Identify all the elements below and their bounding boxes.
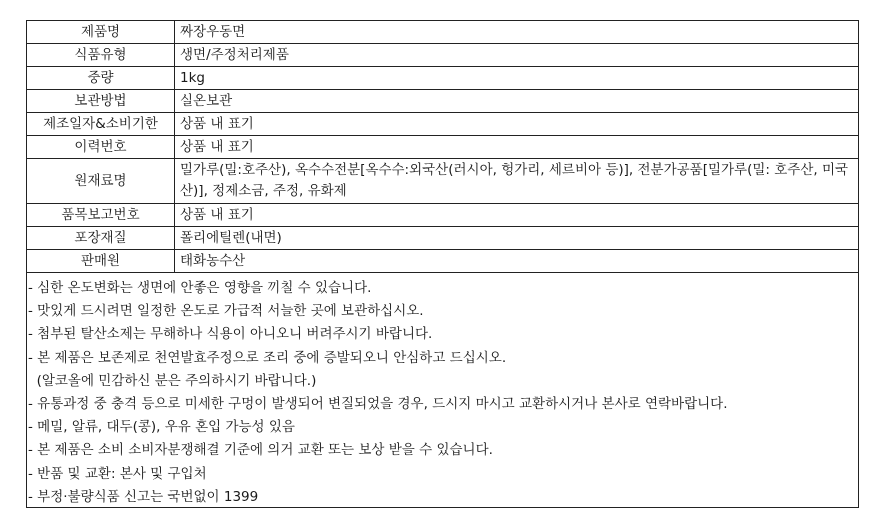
table-row [27, 136, 859, 159]
value-trace-number: 상품 내 표기 [175, 136, 859, 159]
label-dates: 제조일자&소비기한 [27, 113, 175, 136]
table-row [27, 204, 859, 227]
caution-notes [26, 273, 859, 508]
note-line: - 본 제품은 보존제로 천연발효주정으로 조리 중에 증발되오니 안심하고 드십시오. [28, 349, 507, 366]
table-row [27, 250, 859, 273]
note-line: - 본 제품은 소비 소비자분쟁해결 기준에 의거 교환 또는 보상 받을 수 있습니다. [28, 442, 493, 459]
product-info-table [26, 20, 859, 273]
value-weight: 1kg [175, 67, 859, 90]
table-row [27, 67, 859, 90]
value-ingredients: 밀가루(밀:호주산), 옥수수전분[옥수수:외국산(러시아, 헝가리, 세르비아 등)], 전분가공품[밀가루(밀: 호주산, 미국산)], 정제소금, 주정, 유화제 [175, 159, 859, 204]
value-product-name: 짜장우동면 [175, 21, 859, 44]
note-line: - 유통과정 중 충격 등으로 미세한 구멍이 발생되어 변질되었을 경우, 드시지 마시고 교환하시거나 본사로 연락바랍니다. [28, 395, 728, 412]
table-row [27, 44, 859, 67]
table-row [27, 113, 859, 136]
note-line: (알코올에 민감하신 분은 주의하시기 바랍니다.) [28, 372, 317, 389]
table-row [27, 159, 859, 204]
note-line: - 반품 및 교환: 본사 및 구입처 [28, 465, 207, 482]
product-info-sheet [26, 20, 859, 508]
note-line: - 부정·불량식품 신고는 국번없이 1399 [28, 488, 259, 505]
label-packaging: 포장재질 [27, 227, 175, 250]
note-line: - 첨부된 탈산소제는 무해하나 식용이 아니오니 버려주시기 바랍니다. [28, 326, 433, 343]
note-line: - 메밀, 알류, 대두(콩), 우유 혼입 가능성 있음 [28, 419, 295, 436]
label-ingredients: 원재료명 [27, 159, 175, 204]
label-food-type: 식품유형 [27, 44, 175, 67]
label-report-number: 품목보고번호 [27, 204, 175, 227]
table-row [27, 21, 859, 44]
note-line: - 심한 온도변화는 생면에 안좋은 영향을 끼칠 수 있습니다. [28, 280, 372, 296]
label-trace-number: 이력번호 [27, 136, 175, 159]
label-storage: 보관방법 [27, 90, 175, 113]
value-storage: 실온보관 [175, 90, 859, 113]
label-product-name: 제품명 [27, 21, 175, 44]
note-line: - 맛있게 드시려면 일정한 온도로 가급적 서늘한 곳에 보관하십시오. [28, 303, 424, 320]
value-dates: 상품 내 표기 [175, 113, 859, 136]
table-row [27, 90, 859, 113]
value-report-number: 상품 내 표기 [175, 204, 859, 227]
value-seller: 태화농수산 [175, 250, 859, 273]
value-packaging: 폴리에틸렌(내면) [175, 227, 859, 250]
label-seller: 판매원 [27, 250, 175, 273]
table-row [27, 227, 859, 250]
value-food-type: 생면/주정처리제품 [175, 44, 859, 67]
label-weight: 중량 [27, 67, 175, 90]
